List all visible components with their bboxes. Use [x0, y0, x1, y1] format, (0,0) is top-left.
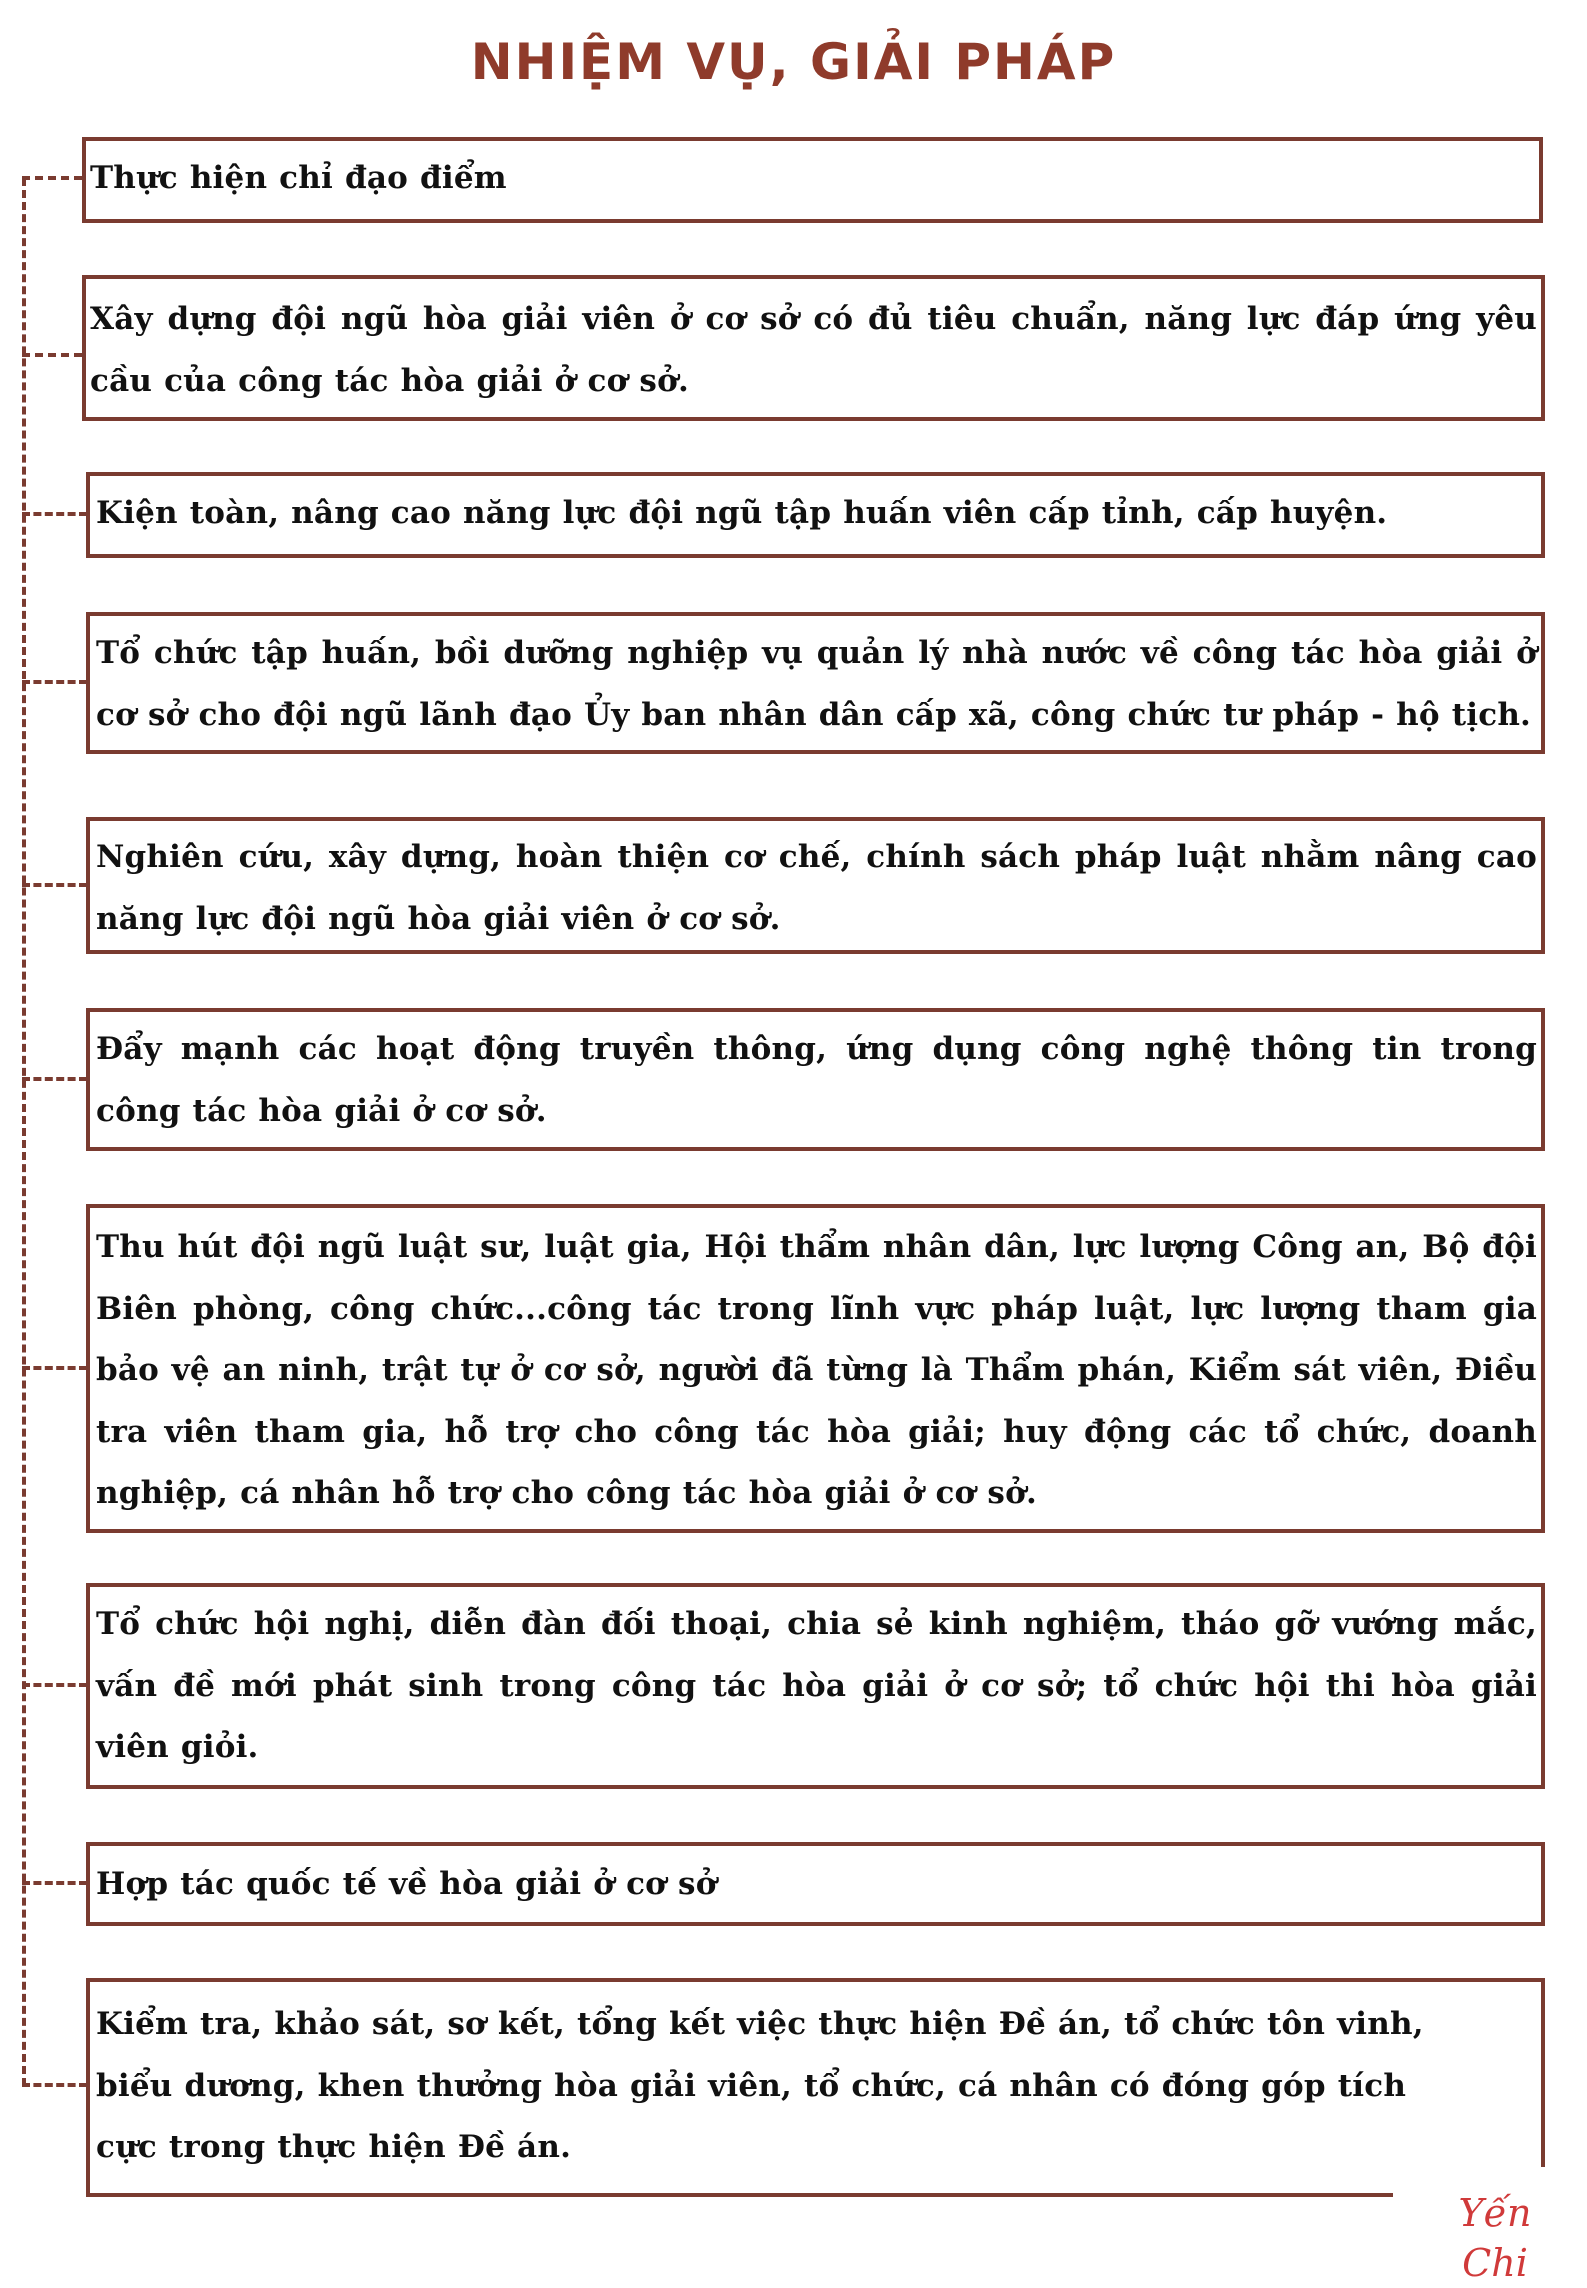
task-text: Xây dựng đội ngũ hòa giải viên ở cơ sở có đủ tiêu chuẩn, năng lực đáp ứng yêu cầu của công tác hòa giải ở cơ sở. [90, 301, 1537, 399]
task-text: Thu hút đội ngũ luật sư, luật gia, Hội thẩm nhân dân, lực lượng Công an, Bộ đội Biên phòng, công chức...công tác trong lĩnh vực pháp luật, lực lượng tham gia bảo vệ an ninh, trật tự ở cơ sở, người đã từng là Thẩm phán, Kiểm sát viên, Điều tra viên tham gia, hỗ trợ cho công tác hòa giải; huy động các tổ chức, doanh nghiệp, cá nhân hỗ trợ cho công tác hòa giải ở cơ sở. [96, 1229, 1537, 1511]
connector-branch [22, 680, 87, 684]
task-text: Kiểm tra, khảo sát, sơ kết, tổng kết việc thực hiện Đề án, tổ chức tôn vinh, biểu dương, khen thưởng hòa giải viên, tổ chức, cá nhân có đóng góp tích cực trong thực hiện Đề án. [96, 2006, 1424, 2165]
box-10-right-border [1541, 1978, 1545, 2167]
connector-branch [22, 1077, 87, 1081]
task-box-2 [82, 275, 1545, 421]
task-text: Hợp tác quốc tế về hòa giải ở cơ sở [96, 1866, 717, 1902]
connector-branch [22, 1683, 87, 1687]
task-box-7 [86, 1204, 1545, 1533]
box-10-bottom-border [86, 2193, 1393, 2197]
connector-branch [22, 1366, 87, 1370]
task-box-5 [86, 817, 1545, 954]
task-box-9 [86, 1842, 1545, 1926]
task-text: Tổ chức hội nghị, diễn đàn đối thoại, chia sẻ kinh nghiệm, tháo gỡ vướng mắc, vấn đề mới phát sinh trong công tác hòa giải ở cơ sở; tổ chức hội thi hòa giải viên giỏi. [96, 1606, 1537, 1765]
task-text: Kiện toàn, nâng cao năng lực đội ngũ tập huấn viên cấp tỉnh, cấp huyện. [96, 495, 1388, 531]
connector-branch [22, 1881, 87, 1885]
task-box-8 [86, 1583, 1545, 1789]
task-text: Thực hiện chỉ đạo điểm [90, 160, 507, 196]
connector-branch [22, 512, 87, 516]
task-box-10 [86, 1978, 1545, 2197]
task-box-4 [86, 612, 1545, 754]
connector-branch [22, 176, 82, 180]
connector-branch [22, 353, 82, 357]
connector-branch [22, 2083, 87, 2087]
author-signature: Yến Chi [1458, 2191, 1532, 2285]
task-text: Đẩy mạnh các hoạt động truyền thông, ứng dụng công nghệ thông tin trong công tác hòa giải ở cơ sở. [96, 1031, 1537, 1129]
page-title: NHIỆM VỤ, GIẢI PHÁP [470, 33, 1117, 91]
task-text: Nghiên cứu, xây dựng, hoàn thiện cơ chế, chính sách pháp luật nhằm nâng cao năng lực đội ngũ hòa giải viên ở cơ sở. [96, 839, 1537, 937]
task-box-6 [86, 1008, 1545, 1151]
connector-branch [22, 883, 87, 887]
task-box-3 [86, 472, 1545, 558]
task-box-1 [82, 137, 1543, 223]
task-text: Tổ chức tập huấn, bồi dưỡng nghiệp vụ quản lý nhà nước về công tác hòa giải ở cơ sở cho đội ngũ lãnh đạo Ủy ban nhân dân cấp xã, công chức tư pháp - hộ tịch. [96, 635, 1537, 733]
connector-trunk [22, 178, 26, 2086]
